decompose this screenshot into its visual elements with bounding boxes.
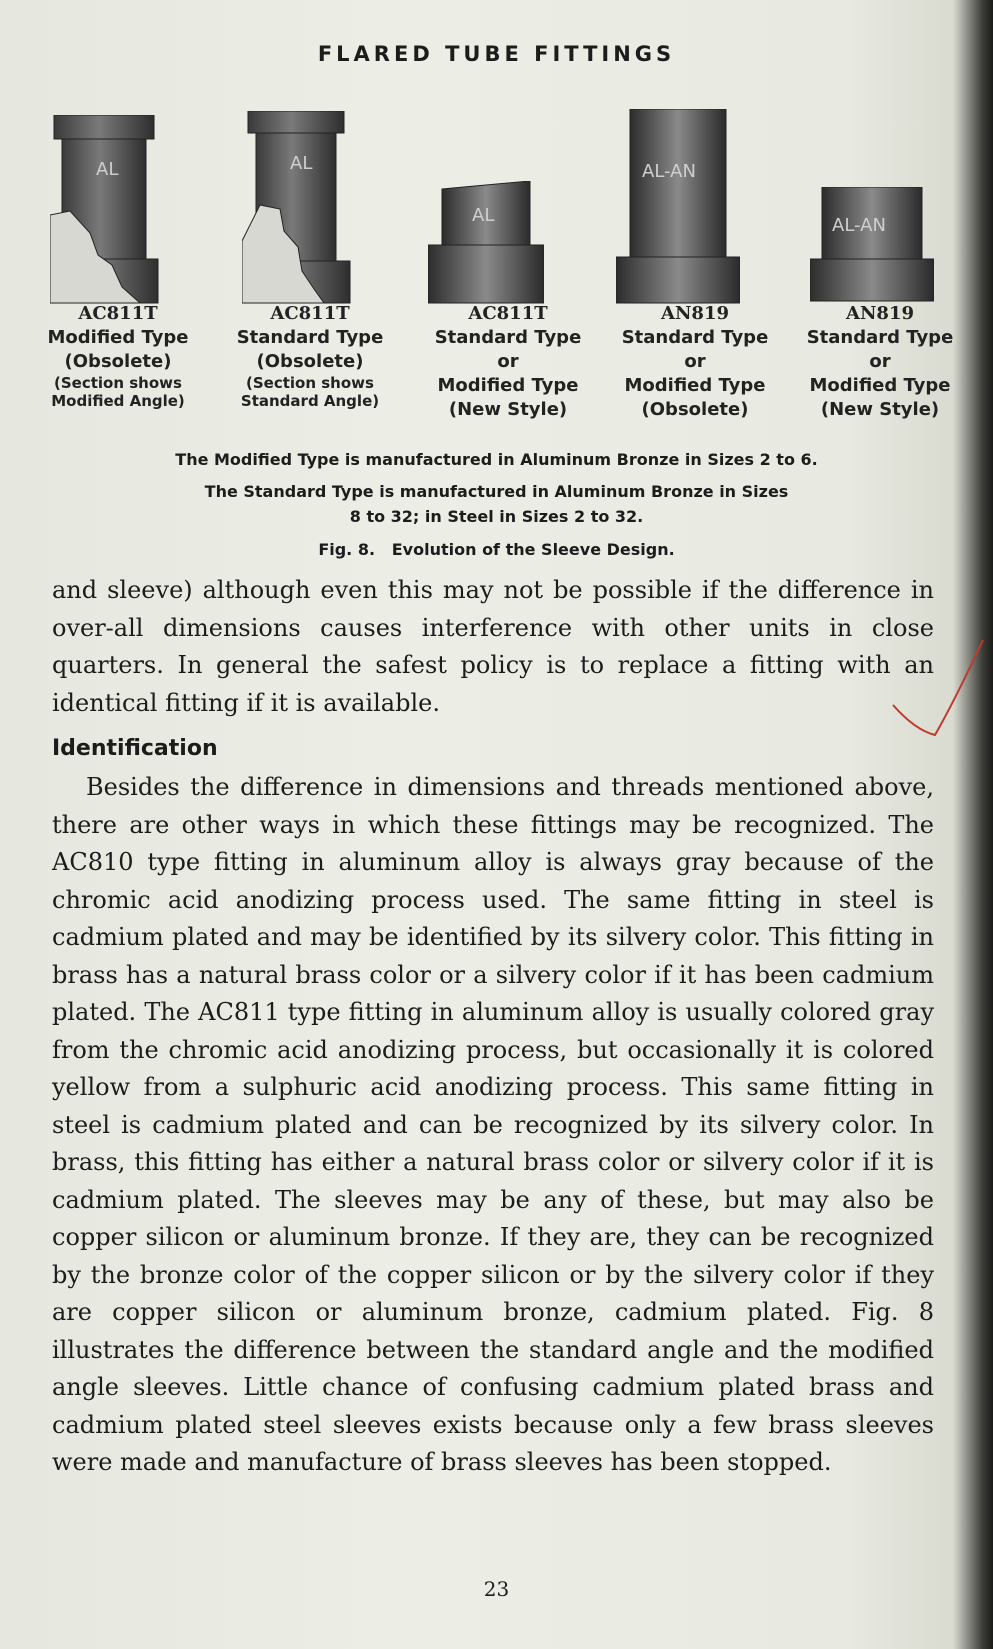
fitting-image-1 xyxy=(50,115,160,305)
caption-small-line: (Section shows xyxy=(246,374,374,392)
fitting-caption-4 xyxy=(605,302,785,422)
caption-line: or xyxy=(684,351,706,372)
caption-small-line: (Section shows xyxy=(54,374,182,392)
caption-line: Standard Type xyxy=(806,327,954,348)
fitting-caption-3 xyxy=(418,302,598,422)
fitting-caption-2 xyxy=(222,302,398,410)
caption-line: Modified Type xyxy=(437,375,579,396)
fitting-mark-4: AL-AN xyxy=(642,161,696,182)
caption-line: (Obsolete) xyxy=(64,351,172,372)
caption-line: Modified Type xyxy=(809,375,951,396)
fitting-code: AC811T xyxy=(270,303,350,324)
caption-line: Standard Type xyxy=(621,327,769,348)
fitting-image-5 xyxy=(810,187,934,303)
caption-small-line: Standard Angle) xyxy=(240,392,380,410)
caption-line: Modified Type xyxy=(624,375,766,396)
caption-line: (New Style) xyxy=(820,399,940,420)
caption-line: Modified Type xyxy=(47,327,189,348)
fitting-image-4 xyxy=(616,109,740,305)
fitting-mark-5: AL-AN xyxy=(832,215,886,236)
fitting-image-2 xyxy=(242,111,352,305)
caption-line: Standard Type xyxy=(236,327,384,348)
caption-line: or xyxy=(497,351,519,372)
fitting-code: AN819 xyxy=(846,303,914,324)
figure-note-1: The Modified Type is manufactured in Aluminum Bronze in Sizes 2 to 6. xyxy=(175,450,818,469)
paragraph-continued: and sleeve) although even this may not be possible if the difference in over-all dimensions causes interference with other units in close quarters. In general the safest policy is to replace a fitting with an identical fitting if it is available. xyxy=(52,576,934,717)
running-head: FLARED TUBE FITTINGS xyxy=(317,42,676,66)
caption-line: (Obsolete) xyxy=(641,399,749,420)
paragraph-identification: Besides the difference in dimensions and threads mentioned above, there are other ways in which these fittings may be recognized. The AC810 type fitting in aluminum alloy is always gray because of the chromic acid anodizing process used. The same fitting in steel is cadmium plated and may be identified by its silvery color. This fitting in brass has a natural brass color or a silvery color if it has been cadmium plated. The AC811 type fitting in aluminum alloy is usually colored gray from the chromic acid anodizing process, but occasionally it is colored yellow from a sulphuric acid anodizing process. This same fitting in steel is cadmium plated and can be recognized by its silvery color. In brass, this fitting has either a natural brass color or silvery color if it is cadmium plated. The sleeves may be any of these, but may also be copper silicon or aluminum bronze. If they are, they can be recognized by the bronze color of the copper silicon or by the silvery color if they are copper silicon or aluminum bronze, cadmium plated. Fig. 8 illustrates the difference between the standard angle and the modified angle sleeves. Little chance of confusing cadmium plated brass and cadmium plated steel sleeves exists because only a few brass sleeves were made and manufacture of brass sleeves has been stopped. xyxy=(52,773,934,1476)
fitting-caption-5 xyxy=(790,302,970,422)
caption-line: (Obsolete) xyxy=(256,351,364,372)
figure-note-2: The Standard Type is manufactured in Aluminum Bronze in Sizes xyxy=(204,482,789,501)
caption-line: or xyxy=(869,351,891,372)
page-number: 23 xyxy=(483,1577,510,1601)
fitting-mark-1: AL xyxy=(96,159,119,180)
figure-caption: Fig. 8. Evolution of the Sleeve Design. xyxy=(318,540,675,559)
section-heading: Identification xyxy=(52,736,218,761)
fitting-code: AC811T xyxy=(78,303,158,324)
caption-line: (New Style) xyxy=(448,399,568,420)
fitting-code: AN819 xyxy=(661,303,729,324)
caption-small-line: Modified Angle) xyxy=(51,392,185,410)
check-mark-icon xyxy=(885,620,985,740)
fitting-mark-3: AL xyxy=(472,205,495,226)
fitting-image-3 xyxy=(428,181,544,305)
figure-note-3: 8 to 32; in Steel in Sizes 2 to 32. xyxy=(349,507,644,526)
fitting-caption-1 xyxy=(28,302,208,410)
fitting-mark-2: AL xyxy=(290,153,313,174)
fitting-code: AC811T xyxy=(468,303,548,324)
caption-line: Standard Type xyxy=(434,327,582,348)
